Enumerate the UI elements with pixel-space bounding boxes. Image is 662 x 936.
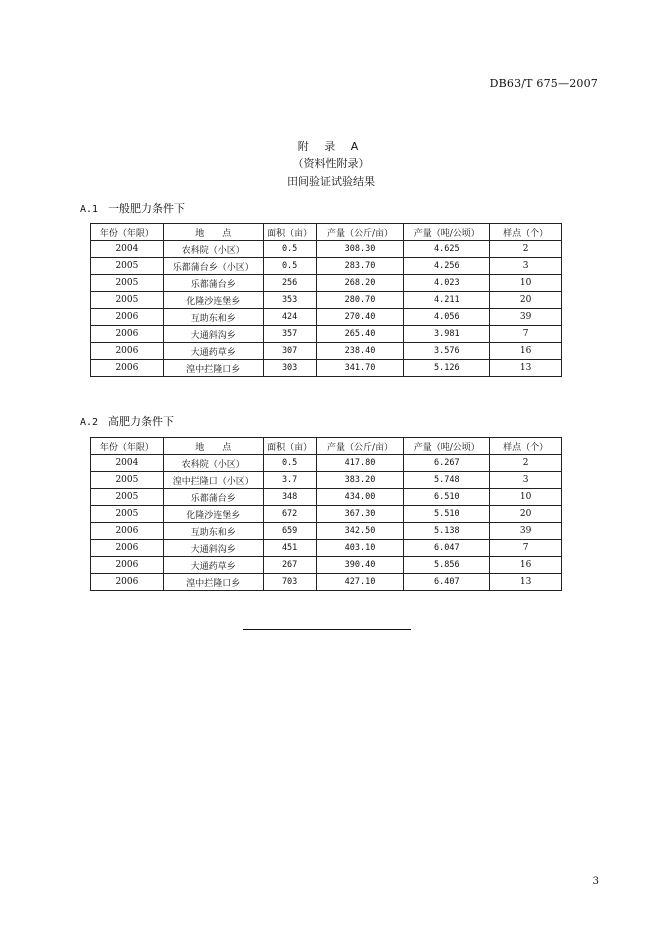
table-cell: 2005	[91, 489, 164, 506]
table-cell: 424	[263, 309, 316, 326]
table-cell: 367.30	[316, 506, 404, 523]
table-cell: 2	[490, 241, 562, 258]
table-cell: 16	[490, 557, 562, 574]
table-cell: 农科院（小区）	[163, 455, 263, 472]
table-cell: 4.023	[404, 275, 490, 292]
page-number: 3	[592, 876, 599, 887]
table-header-row	[91, 224, 562, 241]
table-cell: 238.40	[316, 343, 404, 360]
table-cell: 6.510	[404, 489, 490, 506]
column-header: 地 点	[163, 438, 263, 455]
table-cell: 大通药草乡	[163, 343, 263, 360]
table-cell: 4.256	[404, 258, 490, 275]
section-title: 一般肥力条件下	[108, 202, 185, 215]
section-number: A.2	[80, 417, 99, 428]
table-header-row	[91, 438, 562, 455]
table-cell: 6.267	[404, 455, 490, 472]
table-cell: 341.70	[316, 360, 404, 377]
table-cell: 357	[263, 326, 316, 343]
table-cell: 3	[490, 472, 562, 489]
table-cell: 280.70	[316, 292, 404, 309]
column-header: 产量（公斤/亩）	[316, 224, 404, 241]
table-cell: 2005	[91, 275, 164, 292]
table-cell: 4.211	[404, 292, 490, 309]
table-cell: 265.40	[316, 326, 404, 343]
table-row	[91, 326, 562, 343]
table-cell: 湟中拦隆口（小区）	[163, 472, 263, 489]
table-row	[91, 241, 562, 258]
table-cell: 5.856	[404, 557, 490, 574]
table-cell: 342.50	[316, 523, 404, 540]
column-header: 面积（亩）	[263, 224, 316, 241]
table-cell: 5.138	[404, 523, 490, 540]
table-cell: 270.40	[316, 309, 404, 326]
table-cell: 乐都蒲台乡	[163, 489, 263, 506]
table-cell: 2006	[91, 574, 164, 591]
table-cell: 348	[263, 489, 316, 506]
table-cell: 大通斜沟乡	[163, 540, 263, 557]
table-header	[91, 438, 562, 455]
section-number: A.1	[80, 204, 99, 215]
table-cell: 20	[490, 506, 562, 523]
table-row	[91, 574, 562, 591]
table-cell: 0.5	[263, 241, 316, 258]
table-row	[91, 275, 562, 292]
table-cell: 2006	[91, 343, 164, 360]
table-cell: 2006	[91, 540, 164, 557]
table-cell: 307	[263, 343, 316, 360]
table-row	[91, 540, 562, 557]
table-row	[91, 523, 562, 540]
standard-code: DB63/T 675—2007	[489, 77, 598, 90]
table-cell: 267	[263, 557, 316, 574]
table-cell: 0.5	[263, 258, 316, 275]
table-cell: 乐都蒲台乡（小区）	[163, 258, 263, 275]
table-cell: 7	[490, 540, 562, 557]
table-row	[91, 489, 562, 506]
table-cell: 672	[263, 506, 316, 523]
table-cell: 403.10	[316, 540, 404, 557]
column-header: 地 点	[163, 224, 263, 241]
column-header: 年份（年限）	[91, 224, 164, 241]
table-cell: 乐都蒲台乡	[163, 275, 263, 292]
table-cell: 2005	[91, 292, 164, 309]
table-row	[91, 292, 562, 309]
table-cell: 16	[490, 343, 562, 360]
table-cell: 5.748	[404, 472, 490, 489]
column-header: 产量（吨/公顷）	[404, 224, 490, 241]
table-cell: 2006	[91, 326, 164, 343]
results-table-normal-fertility	[90, 223, 562, 377]
table-row	[91, 472, 562, 489]
table-cell: 5.126	[404, 360, 490, 377]
table-cell: 2005	[91, 506, 164, 523]
section-title: 高肥力条件下	[108, 415, 174, 428]
table-cell: 6.407	[404, 574, 490, 591]
section-heading-a2	[80, 413, 174, 429]
table-row	[91, 343, 562, 360]
appendix-subtitle: 田间验证试验结果	[287, 175, 375, 188]
table-row	[91, 557, 562, 574]
table-cell: 4.056	[404, 309, 490, 326]
table-cell: 2006	[91, 523, 164, 540]
table-cell: 3	[490, 258, 562, 275]
table-cell: 化隆沙连堡乡	[163, 506, 263, 523]
table-cell: 2004	[91, 241, 164, 258]
column-header: 面积（亩）	[263, 438, 316, 455]
table-cell: 2006	[91, 360, 164, 377]
table-cell: 2005	[91, 472, 164, 489]
table-row	[91, 258, 562, 275]
table-cell: 308.30	[316, 241, 404, 258]
table-cell: 7	[490, 326, 562, 343]
table-cell: 39	[490, 523, 562, 540]
table-header	[91, 224, 562, 241]
table-cell: 互助东和乡	[163, 523, 263, 540]
table-row	[91, 360, 562, 377]
section-heading-a1	[80, 200, 185, 216]
table-cell: 0.5	[263, 455, 316, 472]
table-cell: 3.981	[404, 326, 490, 343]
table-cell: 互助东和乡	[163, 309, 263, 326]
table-cell: 283.70	[316, 258, 404, 275]
column-header: 样点（个）	[490, 438, 562, 455]
table-cell: 268.20	[316, 275, 404, 292]
end-of-document-rule	[243, 629, 411, 630]
table-cell: 2004	[91, 455, 164, 472]
table-cell: 10	[490, 489, 562, 506]
appendix-title: 附 录 A	[297, 140, 365, 153]
table-cell: 3.576	[404, 343, 490, 360]
table-cell: 湟中拦隆口乡	[163, 574, 263, 591]
table-cell: 39	[490, 309, 562, 326]
table-cell: 703	[263, 574, 316, 591]
table-cell: 6.047	[404, 540, 490, 557]
table-cell: 化隆沙连堡乡	[163, 292, 263, 309]
table-cell: 427.10	[316, 574, 404, 591]
results-table-high-fertility	[90, 437, 562, 591]
table-cell: 20	[490, 292, 562, 309]
appendix-type: （资料性附录）	[292, 157, 370, 170]
table-row	[91, 309, 562, 326]
table-cell: 4.625	[404, 241, 490, 258]
table-cell: 10	[490, 275, 562, 292]
table-row	[91, 506, 562, 523]
table-cell: 2005	[91, 258, 164, 275]
table-cell: 434.00	[316, 489, 404, 506]
table-cell: 659	[263, 523, 316, 540]
table-cell: 303	[263, 360, 316, 377]
table-cell: 大通药草乡	[163, 557, 263, 574]
table-cell: 417.80	[316, 455, 404, 472]
table-row	[91, 455, 562, 472]
table-cell: 256	[263, 275, 316, 292]
table-cell: 13	[490, 574, 562, 591]
column-header: 样点（个）	[490, 224, 562, 241]
table-cell: 2006	[91, 309, 164, 326]
table-cell: 390.40	[316, 557, 404, 574]
table-cell: 2006	[91, 557, 164, 574]
table-cell: 353	[263, 292, 316, 309]
column-header: 产量（公斤/亩）	[316, 438, 404, 455]
table-body	[91, 241, 562, 377]
column-header: 年份（年限）	[91, 438, 164, 455]
table-cell: 451	[263, 540, 316, 557]
table-cell: 湟中拦隆口乡	[163, 360, 263, 377]
table-cell: 3.7	[263, 472, 316, 489]
table-cell: 农科院（小区）	[163, 241, 263, 258]
table-cell: 2	[490, 455, 562, 472]
table-body	[91, 455, 562, 591]
table-cell: 大通斜沟乡	[163, 326, 263, 343]
column-header: 产量（吨/公顷）	[404, 438, 490, 455]
table-cell: 383.20	[316, 472, 404, 489]
table-cell: 5.510	[404, 506, 490, 523]
table-cell: 13	[490, 360, 562, 377]
